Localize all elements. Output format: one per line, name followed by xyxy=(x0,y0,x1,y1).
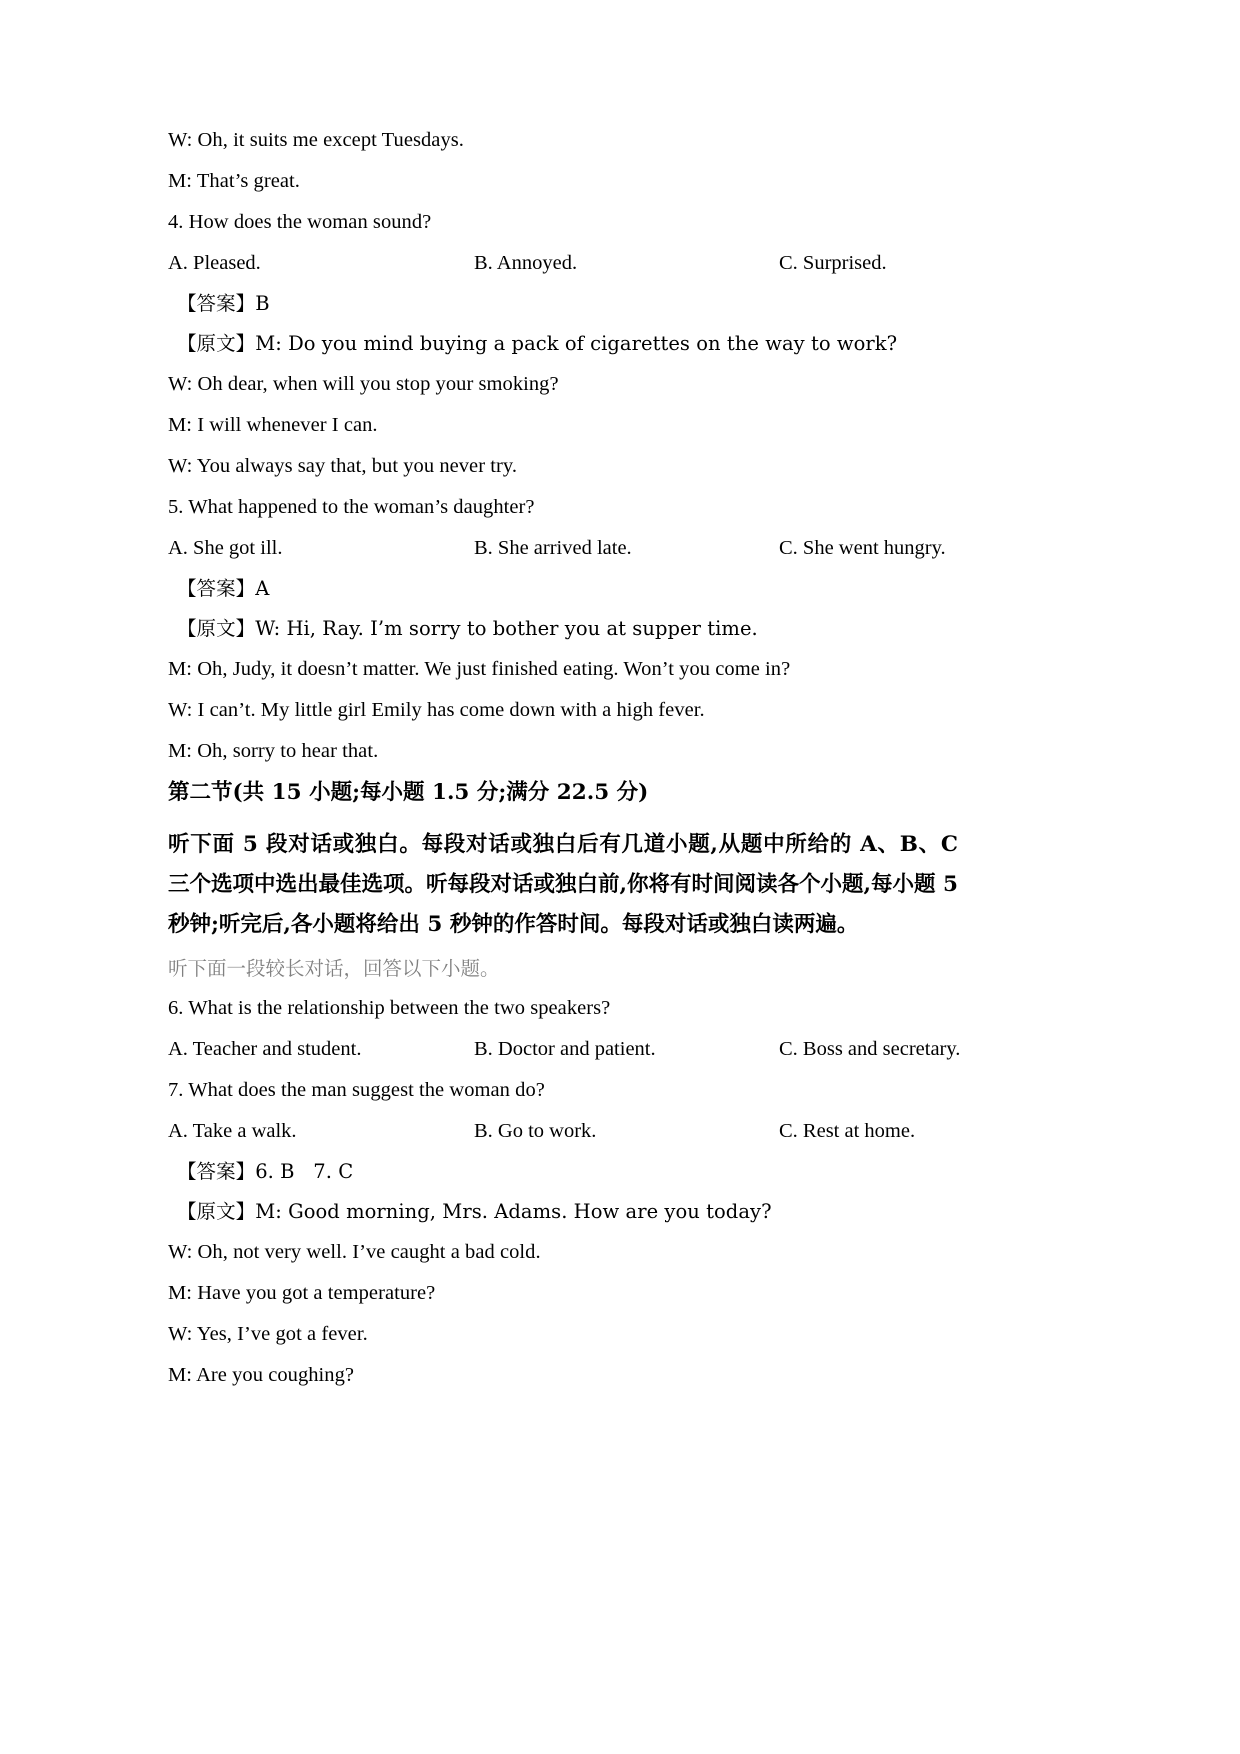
option-b: B. Go to work. xyxy=(474,1120,597,1142)
dialogue-line: W: Oh, it suits me except Tuesdays. xyxy=(168,129,464,151)
question-5-transcript-line: 【原文】W: Hi, Ray. I’m sorry to bother you at supper time. xyxy=(177,617,758,640)
option-a: A. She got ill. xyxy=(168,537,283,559)
question-4-transcript-line: W: Oh dear, when will you stop your smoking? xyxy=(168,373,559,395)
question-4-transcript-line: M: I will whenever I can. xyxy=(168,414,378,436)
question-6-7-transcript-line: M: Are you coughing? xyxy=(168,1364,355,1386)
question-6-7-answer: 【答案】6. B 7. C xyxy=(177,1160,354,1183)
option-c: C. She went hungry. xyxy=(779,537,946,559)
question-5-options xyxy=(168,538,980,559)
sub-instruction-note: 听下面一段较长对话，回答以下小题。 xyxy=(168,956,500,980)
question-4-transcript-line: W: You always say that, but you never try. xyxy=(168,455,518,477)
option-a: A. Pleased. xyxy=(168,252,261,274)
question-4-answer: 【答案】B xyxy=(177,292,270,315)
section-instructions: 听下面 5 段对话或独白。每段对话或独白后有几道小题,从题中所给的 A、B、C 三个选项中选出最佳选项。听每段对话或独白前,你将有时间阅读各个小题,每小题 5 秒钟;听完后,各小题将给出 5 秒钟的作答时间。每段对话或独白读两遍。 xyxy=(168,831,966,937)
question-7-stem: 7. What does the man suggest the woman do? xyxy=(168,1079,545,1101)
question-5-stem: 5. What happened to the woman’s daughter? xyxy=(168,496,535,518)
question-6-7-transcript-line: M: Have you got a temperature? xyxy=(168,1282,436,1304)
option-b: B. Annoyed. xyxy=(474,252,578,274)
question-5-transcript-line: M: Oh, Judy, it doesn’t matter. We just finished eating. Won’t you come in? xyxy=(168,658,791,680)
question-5-transcript-line: M: Oh, sorry to hear that. xyxy=(168,740,379,762)
question-6-7-transcript-line: W: Oh, not very well. I’ve caught a bad cold. xyxy=(168,1241,541,1263)
dialogue-line: M: That’s great. xyxy=(168,170,300,192)
question-4-transcript-line: 【原文】M: Do you mind buying a pack of cigarettes on the way to work? xyxy=(177,332,898,355)
option-b: B. She arrived late. xyxy=(474,537,632,559)
option-c: C. Surprised. xyxy=(779,252,887,274)
option-a: A. Teacher and student. xyxy=(168,1038,362,1060)
question-7-options xyxy=(168,1121,980,1142)
question-5-answer: 【答案】A xyxy=(177,577,270,600)
section-heading: 第二节(共 15 小题;每小题 1.5 分;满分 22.5 分) xyxy=(168,780,649,805)
question-4-options xyxy=(168,253,980,274)
document-body xyxy=(168,130,980,1386)
question-6-7-transcript-line: 【原文】M: Good morning, Mrs. Adams. How are you today? xyxy=(177,1200,772,1223)
option-a: A. Take a walk. xyxy=(168,1120,297,1142)
question-5-transcript-line: W: I can’t. My little girl Emily has come down with a high fever. xyxy=(168,699,705,721)
option-c: C. Boss and secretary. xyxy=(779,1038,961,1060)
option-b: B. Doctor and patient. xyxy=(474,1038,656,1060)
question-6-options xyxy=(168,1039,980,1060)
option-c: C. Rest at home. xyxy=(779,1120,916,1142)
question-6-7-transcript-line: W: Yes, I’ve got a fever. xyxy=(168,1323,368,1345)
question-6-stem: 6. What is the relationship between the two speakers? xyxy=(168,997,611,1019)
question-4-stem: 4. How does the woman sound? xyxy=(168,211,432,233)
